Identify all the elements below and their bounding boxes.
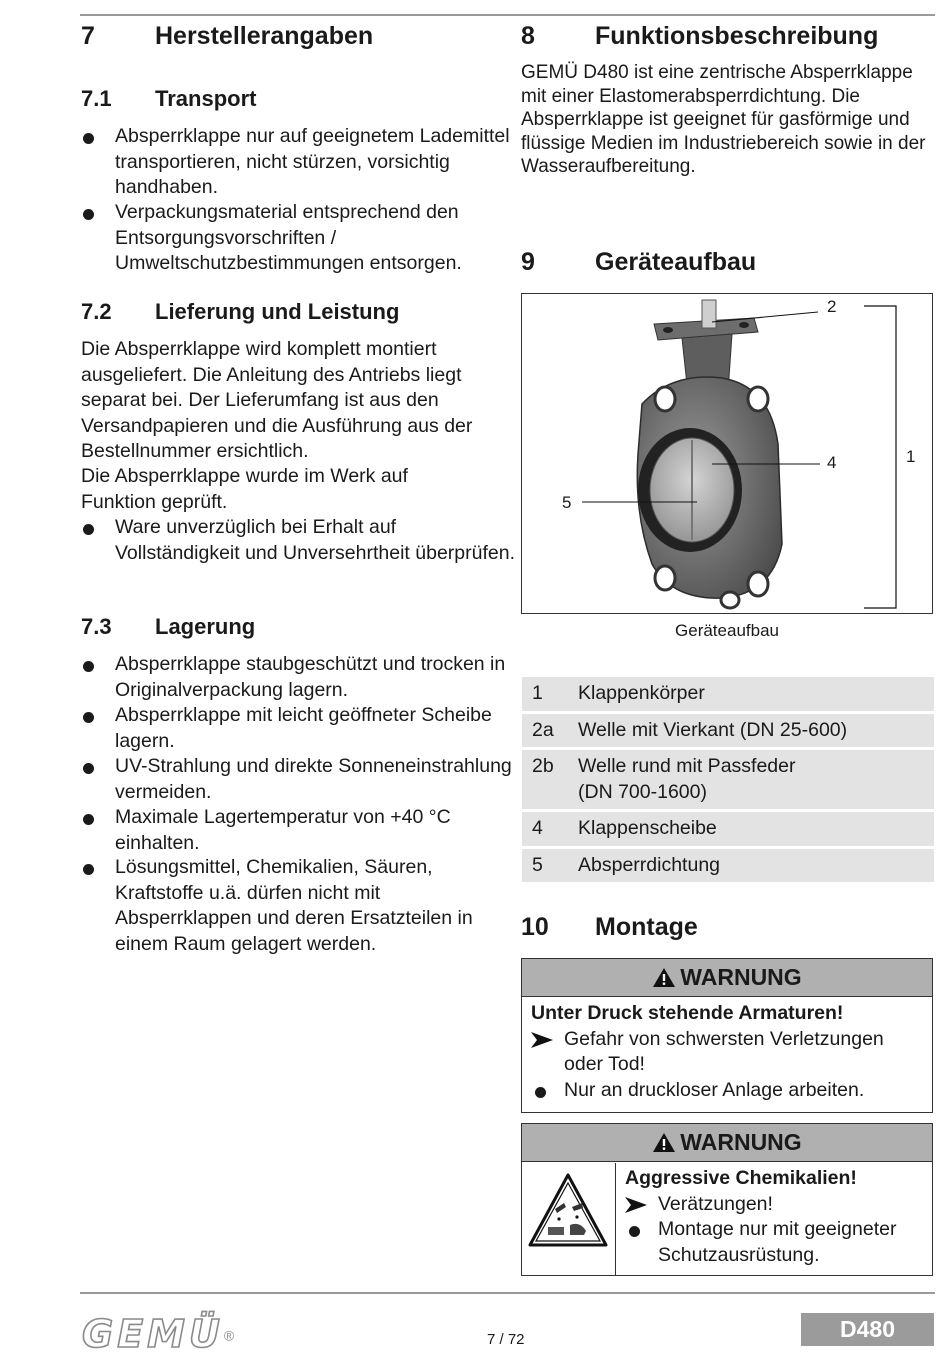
table-row: [522, 677, 934, 711]
list-item: [81, 515, 515, 566]
section-7-1-heading: [81, 86, 256, 112]
bullet-icon: [83, 763, 94, 774]
list-item-text: Maximale Lagertemperatur von +40 °C einhalten.: [115, 806, 451, 854]
paragraph: Die Absperrklappe wird komplett montiert ausgeliefert. Die Anleitung des Antriebs liegt separat bei. Der Lieferumfang ist aus den Versandpapieren und die Ausführung aus der Bestellnummer ersichtlich.: [81, 338, 473, 462]
part-number: 5: [532, 853, 543, 876]
paragraph: GEMÜ D480 ist eine zentrische Absperrklappe mit einer Elastomerabsperrdichtung. Die Absperrklappe ist geeignet für gasförmige und flüssige Medien im Industriebereich sowie in der Wasseraufbereitung.: [521, 62, 926, 178]
valve-figure: [521, 293, 933, 614]
table-row: [522, 849, 934, 883]
bullet-icon: [83, 661, 94, 672]
figure-label: 2: [827, 297, 837, 316]
warning-triangle-icon: [652, 967, 676, 988]
warning-consequence: [531, 1027, 923, 1078]
bottom-rule: [80, 1292, 935, 1294]
section-title: Lieferung und Leistung: [155, 299, 400, 324]
section-title: Herstellerangaben: [155, 22, 374, 50]
list-item-text: Absperrklappe staubgeschützt und trocken in Originalverpackung lagern.: [115, 653, 506, 701]
part-name: Klappenkörper: [578, 682, 705, 704]
part-number: 2a: [532, 718, 554, 741]
figure-caption: Geräteaufbau: [675, 621, 779, 640]
section-number: 7.2: [81, 299, 112, 324]
bullet-icon: [83, 712, 94, 723]
warning-consequence-text: Verätzungen!: [658, 1192, 773, 1215]
figure-label: 4: [827, 453, 837, 472]
section-7-heading: [81, 22, 373, 51]
list-item: [81, 703, 515, 754]
table-row: [522, 812, 934, 846]
part-number: 4: [532, 817, 543, 839]
page-number: 7 / 72: [487, 1331, 525, 1348]
section-number: 7: [81, 22, 95, 50]
warning-consequence: [625, 1192, 925, 1218]
warning-title: Unter Druck stehende Armaturen!: [531, 1002, 844, 1024]
corrosive-hazard-icon: [522, 1163, 615, 1275]
list-item-text: Lösungsmittel, Chemikalien, Säuren, Kraftstoffe u.ä. dürfen nicht mit Absperrklappen und deren Ersatzteilen in einem Raum gelagert werden.: [115, 856, 473, 955]
list-item: [81, 805, 515, 856]
bullet-icon: [83, 133, 94, 144]
section-7-3-heading: [81, 614, 255, 640]
arrow-icon: [625, 1197, 647, 1213]
part-name: Welle rund mit Passfeder (DN 700-1600): [578, 755, 796, 803]
bullet-icon: [629, 1226, 640, 1237]
bullet-icon: [83, 864, 94, 875]
table-row: [522, 714, 934, 748]
section-number: 9: [521, 248, 535, 276]
list-item: [81, 652, 515, 703]
warning-consequence-text: Gefahr von schwersten Verletzungen oder Tod!: [564, 1027, 884, 1075]
warning-header: [522, 1124, 932, 1162]
section-title: Geräteaufbau: [595, 248, 757, 276]
model-badge: D480: [801, 1313, 934, 1346]
bullet-icon: [83, 524, 94, 535]
butterfly-valve-image: [522, 294, 931, 612]
warning-action-text: Montage nur mit geeigneter Schutzausrüstung.: [658, 1218, 897, 1266]
warning-header: [522, 959, 932, 997]
figure-label: 5: [562, 493, 572, 512]
list-item: [81, 124, 535, 201]
gemu-logo: [82, 1312, 234, 1356]
warning-action: [531, 1078, 923, 1104]
bullet-icon: [535, 1087, 546, 1098]
list-item: [81, 200, 535, 277]
bullet-icon: [83, 814, 94, 825]
list-item: [81, 754, 515, 805]
warning-label: WARNUNG: [680, 964, 802, 990]
warning-triangle-icon: [652, 1132, 676, 1153]
section-number: 10: [521, 913, 549, 941]
section-title: Montage: [595, 913, 698, 941]
arrow-icon: [531, 1032, 553, 1048]
table-row: [522, 750, 934, 809]
logo-text: GEMÜ: [82, 1312, 224, 1356]
part-name: Klappenscheibe: [578, 817, 717, 839]
warning-title: Aggressive Chemikalien!: [625, 1167, 857, 1189]
hazard-pictogram-cell: [522, 1163, 616, 1275]
list-item-text: Verpackungsmaterial entsprechend den Entsorgungsvorschriften / Umweltschutzbestimmungen entsorgen.: [115, 201, 462, 274]
section-number: 7.1: [81, 86, 112, 111]
section-number: 8: [521, 22, 535, 50]
list-item-text: Absperrklappe mit leicht geöffneter Scheibe lagern.: [115, 704, 492, 752]
warning-box-pressure: [521, 958, 933, 1113]
section-title: Funktionsbeschreibung: [595, 22, 879, 50]
section-7-2-heading: [81, 299, 399, 325]
part-number: 1: [532, 682, 543, 704]
list-item: [81, 855, 515, 957]
warning-box-chemicals: [521, 1123, 933, 1276]
warning-label: WARNUNG: [680, 1129, 802, 1155]
figure-label: 1: [906, 447, 916, 466]
section-title: Lagerung: [155, 614, 256, 639]
part-name: Absperrdichtung: [578, 853, 721, 876]
part-number: 2b: [532, 755, 554, 777]
section-number: 7.3: [81, 614, 112, 639]
list-item-text: Ware unverzüglich bei Erhalt auf Vollständigkeit und Unversehrtheit überprüfen.: [115, 516, 515, 564]
top-rule: [80, 14, 935, 16]
registered-mark: ®: [223, 1327, 235, 1344]
list-item-text: Absperrklappe nur auf geeignetem Lademittel transportieren, nicht stürzen, vorsichtig handhaben.: [115, 125, 510, 198]
section-9-heading: [521, 248, 756, 277]
bullet-icon: [83, 209, 94, 220]
list-item-text: UV-Strahlung und direkte Sonneneinstrahlung vermeiden.: [115, 755, 512, 803]
part-name: Welle mit Vierkant (DN 25-600): [578, 718, 848, 741]
section-10-heading: [521, 913, 698, 942]
paragraph: Die Absperrklappe wurde im Werk auf Funktion geprüft.: [81, 465, 408, 513]
section-8-heading: [521, 22, 878, 51]
warning-action: [625, 1217, 925, 1268]
warning-action-text: Nur an druckloser Anlage arbeiten.: [564, 1078, 865, 1101]
parts-table: [522, 677, 934, 885]
section-title: Transport: [155, 86, 257, 111]
